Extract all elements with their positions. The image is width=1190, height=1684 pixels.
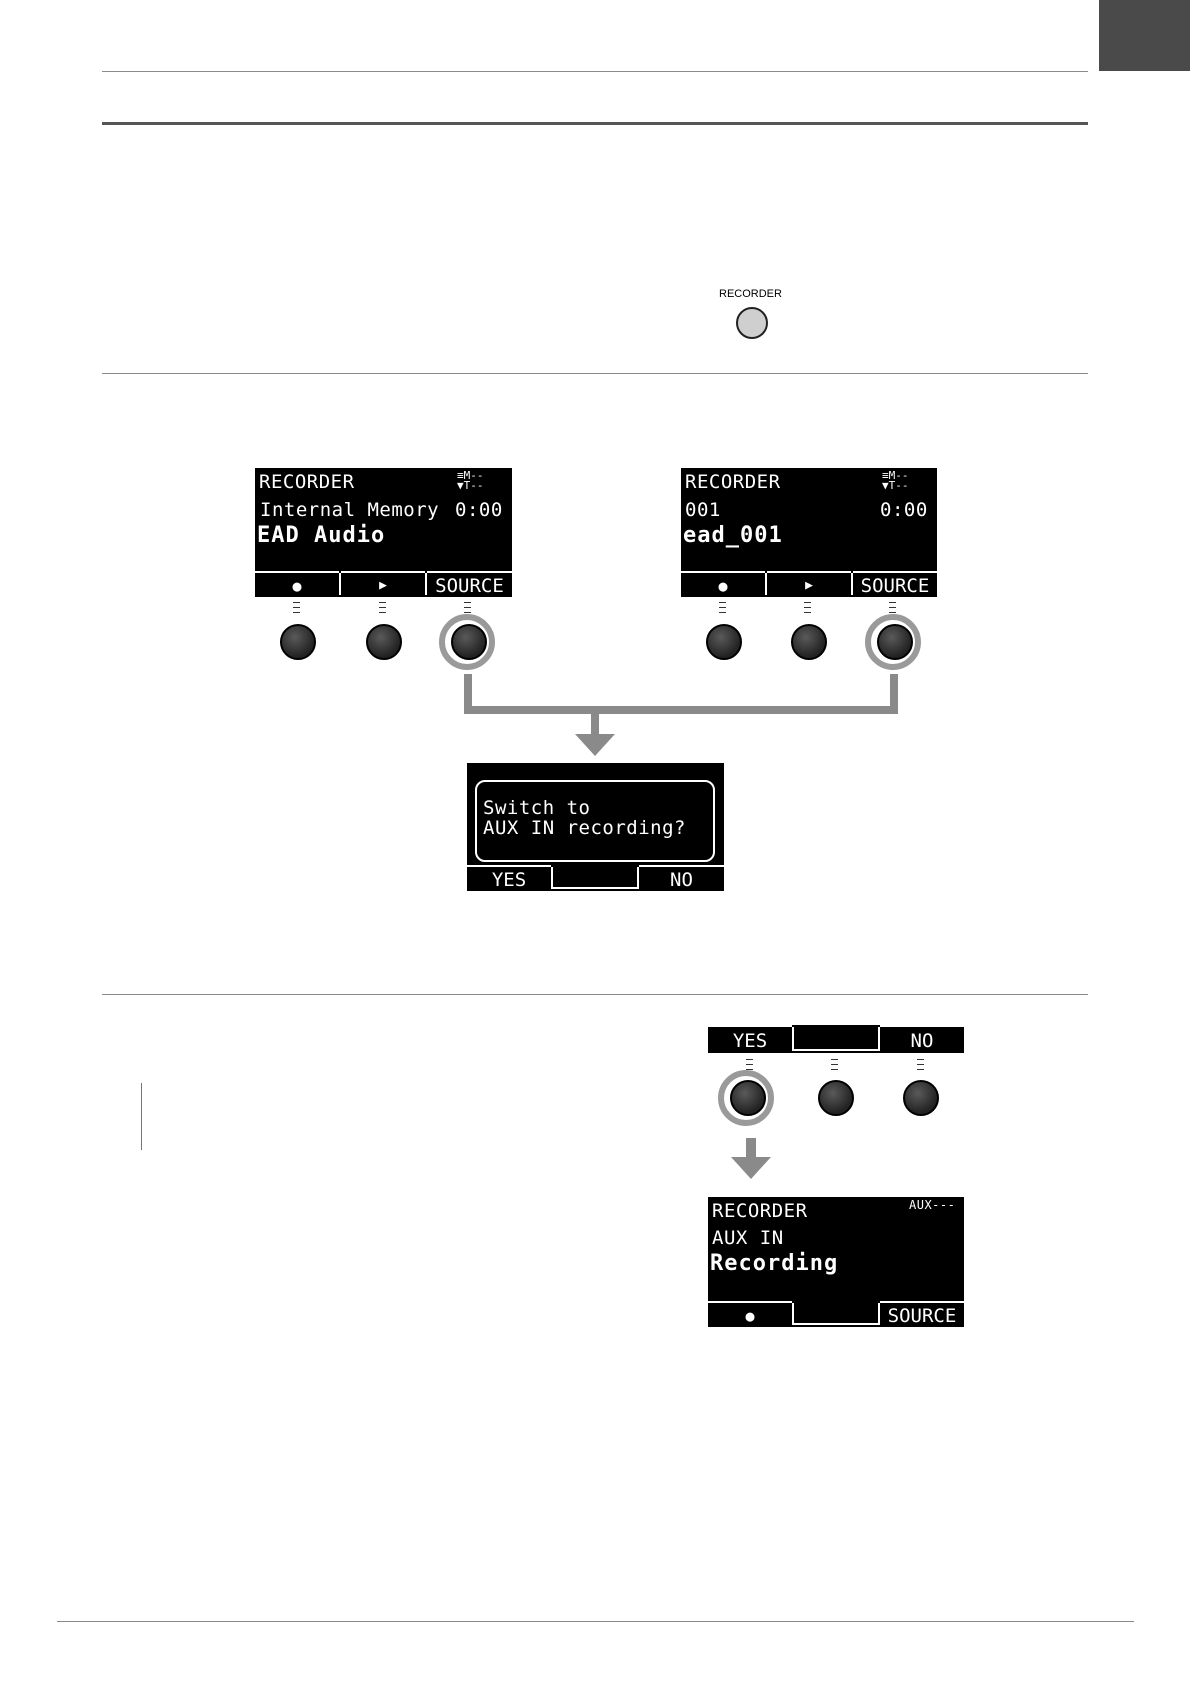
screen-title: RECORDER — [685, 471, 781, 493]
function-knob-3-source[interactable] — [451, 624, 487, 660]
knob-indicator — [804, 602, 811, 613]
screen-title: RECORDER — [259, 471, 355, 493]
section-rule-3 — [102, 994, 1088, 995]
blank-slot — [553, 865, 637, 889]
knob-indicator — [719, 602, 726, 613]
yes-no-function-bar — [708, 1025, 964, 1053]
confirm-dialog-screen — [467, 763, 724, 891]
play-icon: ▶ — [341, 571, 425, 597]
function-bar — [708, 1025, 964, 1053]
function-knob-3-source[interactable] — [877, 624, 913, 660]
source-label: SOURCE — [427, 571, 512, 597]
function-knob-1-yes[interactable] — [730, 1080, 766, 1116]
no-label: NO — [639, 865, 724, 891]
function-knob-2[interactable] — [791, 624, 827, 660]
blank-slot — [794, 1301, 878, 1325]
knob-indicator — [464, 602, 471, 613]
page-corner-tab — [1099, 0, 1190, 71]
function-bar — [255, 571, 512, 597]
yes-label: YES — [708, 1025, 792, 1053]
function-bar — [708, 1301, 964, 1327]
dialog-line-1: Switch to — [483, 797, 591, 819]
down-arrow-icon — [575, 734, 615, 756]
function-bar — [681, 571, 937, 597]
lcd-screen-internal-memory — [255, 468, 512, 597]
section-rule-2 — [102, 373, 1088, 374]
record-icon: ● — [708, 1301, 792, 1327]
knob-indicator — [746, 1059, 753, 1070]
dialog-line-2: AUX IN recording? — [483, 817, 686, 839]
knob-indicator — [379, 602, 386, 613]
section-rule-1 — [102, 122, 1088, 125]
screen-song-name: ead_001 — [683, 523, 783, 548]
lcd-screen-song — [681, 468, 937, 597]
knob-indicator — [917, 1059, 924, 1070]
function-knob-2[interactable] — [818, 1080, 854, 1116]
screen-memory-label: Internal Memory — [260, 499, 440, 521]
note-bar — [141, 1083, 142, 1150]
aux-badge: AUX--- — [909, 1198, 956, 1212]
screen-song-name: EAD Audio — [257, 523, 386, 548]
recorder-button[interactable] — [736, 307, 768, 339]
blank-slot — [794, 1025, 878, 1051]
play-icon: ▶ — [767, 571, 851, 597]
knob-indicator — [831, 1059, 838, 1070]
arrow-shaft — [591, 712, 599, 734]
yes-label: YES — [467, 865, 551, 891]
screen-title: RECORDER — [712, 1200, 808, 1222]
connector-horizontal — [464, 706, 898, 714]
meter-icon: ≡M-- ▼T-- — [882, 469, 909, 492]
knob-indicator — [889, 602, 896, 613]
screen-source-label: AUX IN — [712, 1227, 784, 1249]
screen-time: 0:00 — [880, 499, 928, 521]
header-rule — [102, 71, 1088, 72]
footer-rule — [57, 1621, 1134, 1622]
screen-status: Recording — [710, 1251, 839, 1276]
knob-indicator — [293, 602, 300, 613]
meter-icon: ≡M-- ▼T-- — [457, 469, 484, 492]
source-label: SOURCE — [880, 1301, 964, 1327]
down-arrow-icon — [731, 1157, 771, 1179]
function-knob-1[interactable] — [280, 624, 316, 660]
lcd-screen-aux-in — [708, 1197, 964, 1327]
function-knob-3[interactable] — [903, 1080, 939, 1116]
function-knob-2[interactable] — [366, 624, 402, 660]
record-icon: ● — [681, 571, 765, 597]
function-knob-1[interactable] — [706, 624, 742, 660]
function-bar — [467, 865, 724, 891]
recorder-button-label: RECORDER — [719, 288, 782, 300]
record-icon: ● — [255, 571, 339, 597]
screen-time: 0:00 — [455, 499, 503, 521]
screen-song-number: 001 — [685, 499, 721, 521]
arrow-shaft — [746, 1138, 756, 1158]
source-label: SOURCE — [853, 571, 937, 597]
no-label: NO — [880, 1025, 964, 1053]
